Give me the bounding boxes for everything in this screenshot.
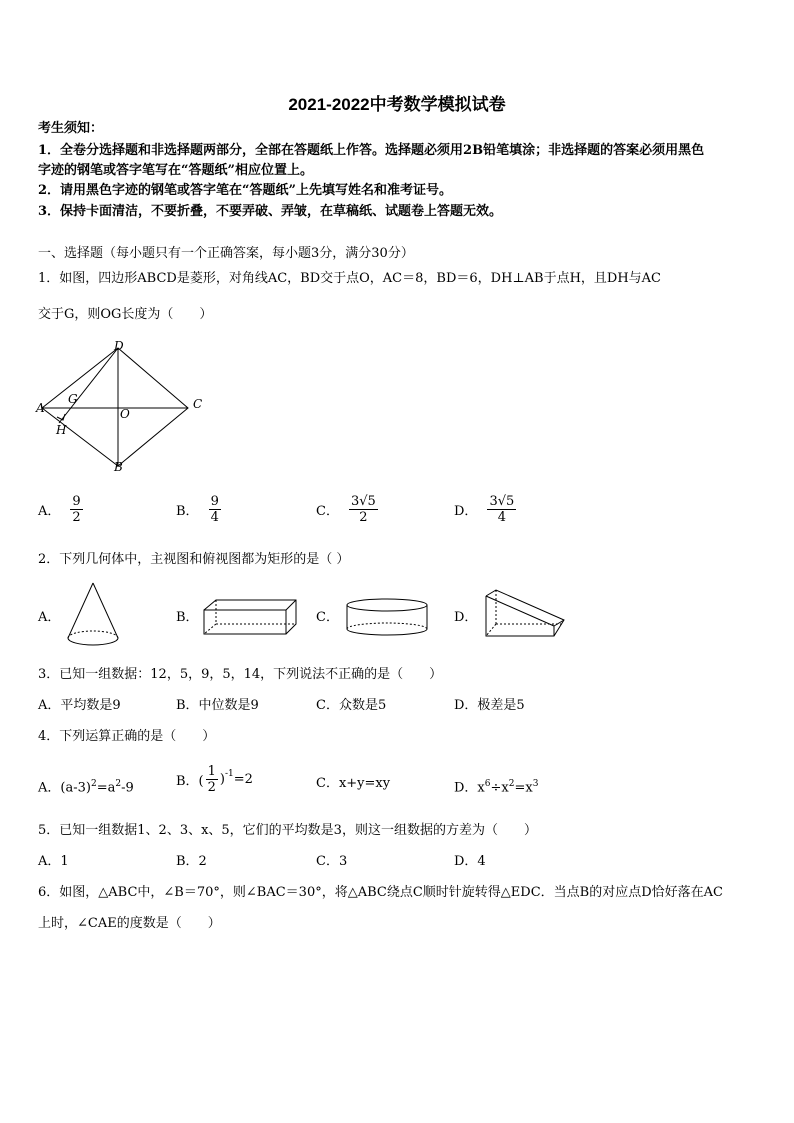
question-1-text: 1．如图，四边形ABCD是菱形，对角线AC，BD交于点O，AC＝8，BD＝6，DH⊥AB于点H，且DH与AC [38, 271, 662, 286]
q4-option-d[interactable]: D．$x^6\div x^2=x^3$ [454, 779, 539, 796]
notice-heading: 考生须知： [38, 121, 104, 136]
q5-option-a[interactable]: A．1 [38, 854, 69, 869]
cuboid-icon [200, 596, 300, 638]
label-H: H [56, 423, 67, 437]
q1-option-d-label: D． [454, 504, 478, 519]
q2-option-b-label[interactable]: B． [176, 610, 199, 625]
q3-option-b[interactable]: B．中位数是9 [176, 698, 259, 713]
q4-option-c[interactable]: C．x+y=xy [316, 776, 391, 791]
label-A: A [36, 401, 45, 415]
section-heading: 一、选择题（每小题只有一个正确答案，每小题3分，满分30分） [38, 246, 414, 261]
q3-option-a[interactable]: A．平均数是9 [38, 698, 121, 713]
q2-option-a-label[interactable]: A． [38, 610, 61, 625]
q1-option-a[interactable] [38, 494, 83, 525]
q1-option-b-fraction: $\frac{9}{4}$ [210, 494, 219, 525]
question-1-text-cont: 交于G，则OG长度为（ ） [38, 307, 213, 322]
question-4-text: 4．下列运算正确的是（ ） [38, 729, 216, 744]
notice-item-1-cont: 字迹的钢笔或答字笔写在“答题纸”相应位置上。 [38, 163, 313, 178]
rhombus-diagram [30, 338, 210, 478]
q3-option-c[interactable]: C．众数是5 [316, 698, 387, 713]
q1-option-c[interactable] [316, 494, 378, 525]
question-6-text-cont: 上时，∠CAE的度数是（ ） [38, 916, 221, 931]
q5-option-d[interactable]: D．4 [454, 854, 486, 869]
question-2-text: 2．下列几何体中，主视图和俯视图都为矩形的是（ ） [38, 552, 350, 567]
q4-option-b-fraction: $\frac{1}{2}$ [207, 764, 216, 795]
q1-option-b[interactable] [176, 494, 221, 525]
label-C: C [193, 397, 203, 411]
q1-option-c-fraction: $\frac{3√5}{2}$ [350, 494, 376, 525]
q3-option-d[interactable]: D．极差是5 [454, 698, 525, 713]
question-5-text: 5．已知一组数据1、2、3、x、5，它们的平均数是3，则这一组数据的方差为（ ） [38, 823, 537, 838]
label-B: B [114, 460, 123, 474]
q1-option-c-label: C． [316, 504, 339, 519]
notice-item-2: 2．请用黑色字迹的钢笔或答字笔在“答题纸”上先填写姓名和准考证号。 [38, 183, 453, 198]
label-G: G [68, 392, 78, 406]
notice-item-1: 1．全卷分选择题和非选择题两部分，全部在答题纸上作答。选择题必须用2B铅笔填涂；非选择题的答案必须用黑色 [38, 143, 705, 158]
q1-option-a-label: A． [38, 504, 61, 519]
label-D: D [114, 339, 124, 353]
cylinder-icon [344, 596, 430, 640]
q2-option-d-label[interactable]: D． [454, 610, 478, 625]
q1-option-a-fraction: $\frac{9}{2}$ [72, 494, 81, 525]
question-6-text: 6．如图，△ABC中，∠B＝70°，则∠BAC＝30°，将△ABC绕点C顺时针旋转得△EDC．当点B的对应点D恰好落在AC [38, 885, 723, 900]
q1-option-b-label: B． [176, 504, 199, 519]
question-3-text: 3．已知一组数据：12，5，9，5，14，下列说法不正确的是（ ） [38, 667, 443, 682]
q1-option-d-fraction: $\frac{3√5}{4}$ [489, 494, 515, 525]
cone-icon [64, 580, 122, 648]
q4-option-b[interactable]: B．( $\frac{1}{2}$ ) $^{-1}$ =2 [176, 764, 253, 795]
page-title: 2021-2022中考数学模拟试卷 [288, 95, 506, 114]
q5-option-b[interactable]: B．2 [176, 854, 207, 869]
q2-option-c-label[interactable]: C． [316, 610, 339, 625]
q5-option-c[interactable]: C．3 [316, 854, 348, 869]
q4-option-a[interactable]: A．$(a-3)^2=a^2-9$ [38, 779, 134, 796]
notice-item-3: 3．保持卡面清洁，不要折叠，不要弄破、弄皱，在草稿纸、试题卷上答题无效。 [38, 204, 503, 219]
label-O: O [120, 407, 130, 421]
triangular-prism-icon [482, 586, 568, 642]
q1-option-d[interactable] [454, 494, 516, 525]
